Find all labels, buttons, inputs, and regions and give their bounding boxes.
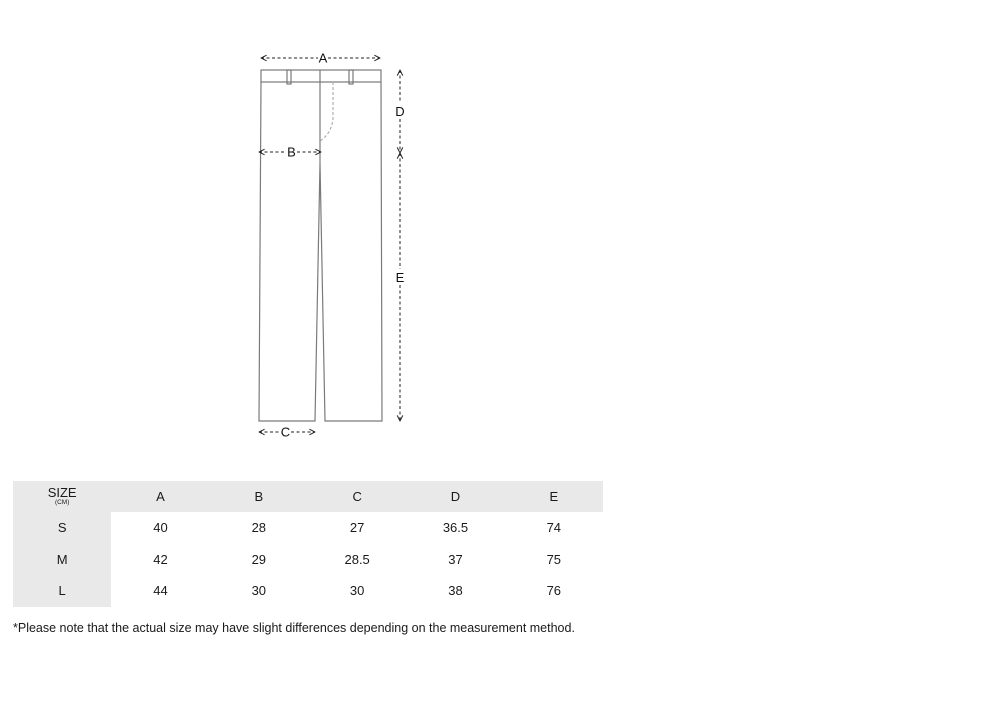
table-cell: 30: [251, 583, 267, 599]
dimension-a: [261, 51, 380, 66]
table-cell: 44: [153, 583, 168, 599]
size-cell: M: [13, 544, 111, 576]
measurement-note: *Please note that the actual size may have slight differences depending on the measurement method.: [13, 621, 575, 635]
table-cell: 42: [153, 551, 168, 567]
size-header-label: SIZE: [47, 485, 77, 500]
column-header-c: C: [352, 489, 362, 504]
size-unit-label: (CM): [54, 499, 70, 506]
table-cell: 28.5: [344, 551, 370, 567]
dimension-b-label: B: [287, 144, 296, 160]
dimension-d-label: D: [395, 104, 405, 119]
dimension-d: [395, 70, 404, 153]
column-header-b: B: [254, 489, 264, 504]
table-cell: 74: [546, 520, 562, 536]
table-cell: 28: [251, 520, 267, 536]
dimension-e: [396, 153, 405, 421]
size-column-header: [13, 481, 111, 512]
size-chart-table: [13, 481, 603, 607]
table-row: [13, 544, 603, 576]
size-cell: L: [13, 575, 111, 607]
table-row: [13, 575, 603, 607]
dimension-c: [259, 425, 315, 440]
waistband: [261, 70, 381, 82]
table-cell: 37: [448, 551, 463, 567]
table-cell: 38: [448, 583, 463, 599]
dimension-c-label: C: [280, 424, 291, 440]
table-cell: 76: [546, 583, 562, 599]
table-row: [13, 512, 603, 544]
dimension-b: [259, 145, 321, 160]
dimension-a-label: A: [318, 50, 328, 66]
column-header-d: D: [450, 489, 461, 504]
table-cell: 40: [153, 520, 168, 536]
pants-outline: [259, 70, 382, 421]
column-header-a: A: [156, 489, 165, 504]
table-cell: 36.5: [442, 520, 469, 536]
table-cell: 30: [349, 583, 365, 599]
dimension-e-label: E: [395, 270, 405, 285]
size-cell: S: [13, 512, 111, 544]
table-cell: 27: [349, 520, 365, 536]
table-cell: 29: [251, 551, 267, 567]
column-header-e: E: [549, 489, 559, 504]
table-header-row: [13, 481, 603, 512]
fly-stitch: [320, 82, 333, 141]
table-cell: 75: [546, 551, 562, 567]
